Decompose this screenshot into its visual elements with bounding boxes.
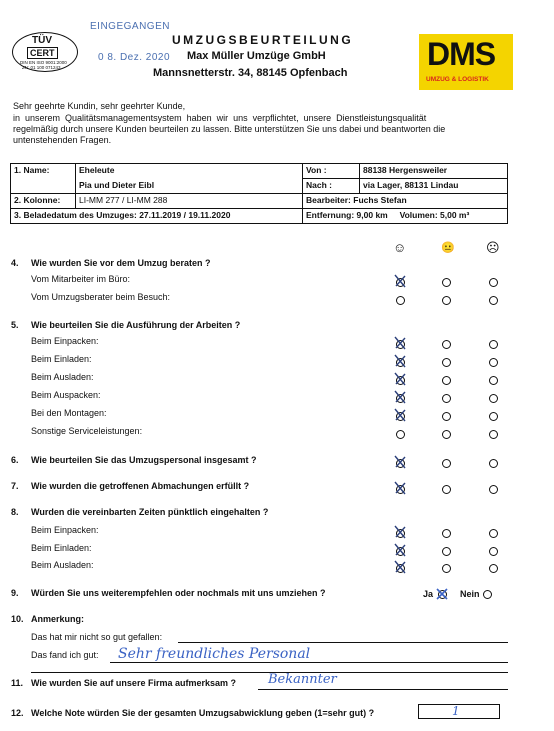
q5-einpacken-check-mark: [393, 336, 407, 350]
sad-face-icon: ☹: [486, 240, 500, 255]
q4-item-office: Vom Mitarbeiter im Büro:: [31, 274, 131, 284]
q5-item-montagen: Bei den Montagen:: [31, 408, 107, 418]
beladedatum-label: 3. Beladedatum des Umzuges:: [14, 210, 137, 220]
entfernung-label: Entfernung:: [306, 210, 355, 220]
q8-item-einladen: Beim Einladen:: [31, 543, 92, 553]
q8-ausladen-radio-neutral[interactable]: [442, 564, 451, 573]
q7-check-mark: [393, 481, 407, 495]
q10-like-line[interactable]: [110, 662, 508, 663]
volumen-value: 5,00 m³: [440, 210, 470, 220]
q5-service-radio-good[interactable]: [396, 430, 405, 439]
q5-number: 5.: [11, 320, 19, 330]
q5-item-ausladen: Beim Ausladen:: [31, 372, 94, 382]
q5-ausladen-radio-bad[interactable]: [489, 376, 498, 385]
name-value2: Pia und Dieter Eibl: [76, 179, 303, 194]
q8-ausladen-check-mark: [393, 560, 407, 574]
q4-number: 4.: [11, 258, 19, 268]
intro-greeting: Sehr geehrte Kundin, sehr geehrter Kunde,: [13, 101, 186, 111]
q8-einpacken-radio-bad[interactable]: [489, 529, 498, 538]
form-title: UMZUGSBEURTEILUNG: [172, 33, 354, 47]
nach-value: via Lager, 88131 Lindau: [360, 179, 508, 194]
q7-radio-bad[interactable]: [489, 485, 498, 494]
q5-montagen-radio-neutral[interactable]: [442, 412, 451, 421]
q8-text: Wurden die vereinbarten Zeiten pünktlich eingehalten ?: [31, 507, 269, 517]
q11-text: Wie wurden Sie auf unsere Firma aufmerksam ?: [31, 678, 236, 688]
beladedatum-value: 27.11.2019 / 19.11.2020: [139, 210, 231, 220]
q8-einladen-check-mark: [393, 543, 407, 557]
q4-office-radio-neutral[interactable]: [442, 278, 451, 287]
q9-text: Würden Sie uns weiterempfehlen oder nochmals mit uns umziehen ?: [31, 588, 326, 598]
q9-ja-label: Ja: [423, 589, 434, 599]
von-value: 88138 Hergensweiler: [360, 164, 508, 179]
kolonne-label: 2. Kolonne:: [11, 194, 76, 209]
q9-ja-check-mark: [435, 587, 449, 601]
q12-number: 12.: [11, 708, 24, 718]
q4-text: Wie wurden Sie vor dem Umzug beraten ?: [31, 258, 211, 268]
q4-office-check-mark: [393, 274, 407, 288]
q5-auspacken-check-mark: [393, 390, 407, 404]
q11-handwritten-answer: Bekannter: [268, 672, 337, 687]
nach-label: Nach :: [303, 179, 360, 194]
q8-einladen-radio-neutral[interactable]: [442, 547, 451, 556]
q5-ausladen-radio-neutral[interactable]: [442, 376, 451, 385]
received-date: 0 8. Dez. 2020: [98, 52, 171, 63]
q12-text: Welche Note würden Sie der gesamten Umzugsabwicklung geben (1=sehr gut) ?: [31, 708, 375, 718]
q5-einpacken-radio-bad[interactable]: [489, 340, 498, 349]
q4-item-visit: Vom Umzugsberater beim Besuch:: [31, 292, 171, 302]
q10-like-label: Das fand ich gut:: [31, 650, 99, 660]
q5-auspacken-radio-bad[interactable]: [489, 394, 498, 403]
q10-number: 10.: [11, 614, 24, 624]
q10-dislike-line[interactable]: [178, 642, 508, 643]
q6-radio-neutral[interactable]: [442, 459, 451, 468]
q5-text: Wie beurteilen Sie die Ausführung der Arbeiten ?: [31, 320, 241, 330]
q8-number: 8.: [11, 507, 19, 517]
q5-item-einladen: Beim Einladen:: [31, 354, 92, 364]
entfernung-value: 9,00 km: [356, 210, 388, 220]
q5-item-einpacken: Beim Einpacken:: [31, 336, 99, 346]
intro-line3: regelmäßig durch unsere Kunden beurteilen zu lassen. Bitte unterstützen Sie uns dabei und beantworten die: [13, 124, 446, 134]
q8-einladen-radio-bad[interactable]: [489, 547, 498, 556]
happy-face-icon: ☺: [393, 240, 407, 255]
q6-text: Wie beurteilen Sie das Umzugspersonal insgesamt ?: [31, 455, 257, 465]
q7-radio-neutral[interactable]: [442, 485, 451, 494]
kolonne-value: LI-MM 277 / LI-MM 288: [76, 194, 303, 209]
q10-text: Anmerkung:: [31, 614, 85, 624]
beladedatum-cell: [11, 209, 303, 224]
volumen-label: Volumen:: [399, 210, 438, 220]
q8-einpacken-check-mark: [393, 525, 407, 539]
q6-number: 6.: [11, 455, 19, 465]
company-address: Mannsnetterstr. 34, 88145 Opfenbach: [153, 67, 348, 79]
q6-check-mark: [393, 455, 407, 469]
q5-einladen-radio-bad[interactable]: [489, 358, 498, 367]
q5-auspacken-radio-neutral[interactable]: [442, 394, 451, 403]
intro-line4: untenstehenden Fragen.: [13, 135, 112, 145]
q5-ausladen-check-mark: [393, 372, 407, 386]
q7-number: 7.: [11, 481, 19, 491]
q8-item-ausladen: Beim Ausladen:: [31, 560, 94, 570]
q6-radio-bad[interactable]: [489, 459, 498, 468]
q4-visit-radio-bad[interactable]: [489, 296, 498, 305]
q8-ausladen-radio-bad[interactable]: [489, 564, 498, 573]
q12-handwritten-grade: 1: [452, 704, 460, 718]
intro-line2: in unserem Qualitätsmanagementsystem haben wir uns verpflichtet, unsere Dienstleistungsqualität: [13, 113, 427, 123]
q8-einpacken-radio-neutral[interactable]: [442, 529, 451, 538]
q7-text: Wie wurden die getroffenen Abmachungen erfüllt ?: [31, 481, 250, 491]
q11-answer-line[interactable]: [258, 689, 508, 690]
bearbeiter-label: Bearbeiter:: [306, 195, 351, 205]
neutral-face-icon: 😐: [441, 242, 455, 254]
q5-einladen-check-mark: [393, 354, 407, 368]
entfernung-cell: [303, 209, 508, 224]
q8-item-einpacken: Beim Einpacken:: [31, 525, 99, 535]
q5-service-radio-neutral[interactable]: [442, 430, 451, 439]
q4-office-radio-bad[interactable]: [489, 278, 498, 287]
q9-nein-label: Nein: [460, 589, 480, 599]
q5-einladen-radio-neutral[interactable]: [442, 358, 451, 367]
q5-item-service: Sonstige Serviceleistungen:: [31, 426, 143, 436]
q4-visit-radio-good[interactable]: [396, 296, 405, 305]
q5-item-auspacken: Beim Auspacken:: [31, 390, 101, 400]
q9-nein-radio[interactable]: [483, 590, 492, 599]
name-value1: Eheleute: [76, 164, 303, 179]
bearbeiter-cell: [303, 194, 508, 209]
name-label: 1. Name:: [11, 164, 76, 179]
q4-visit-radio-neutral[interactable]: [442, 296, 451, 305]
dms-logo: DMS UMZUG & LOGISTIK: [419, 34, 513, 90]
von-label: Von :: [303, 164, 360, 179]
q10-dislike-label: Das hat mir nicht so gut gefallen:: [31, 632, 163, 642]
q5-einpacken-radio-neutral[interactable]: [442, 340, 451, 349]
q9-number: 9.: [11, 588, 19, 598]
q5-montagen-radio-bad[interactable]: [489, 412, 498, 421]
tuv-cert-logo: TÜV CERT DIN EN ISO 9001:2000 ZN: 01 100 071243: [12, 30, 80, 74]
q5-montagen-check-mark: [393, 408, 407, 422]
q11-number: 11.: [11, 678, 24, 688]
q5-service-radio-bad[interactable]: [489, 430, 498, 439]
received-stamp: EINGEGANGEN: [90, 21, 170, 32]
move-info-table: [10, 163, 508, 224]
q10-handwritten-answer: Sehr freundliches Personal: [118, 646, 311, 662]
company-name: Max Müller Umzüge GmbH: [187, 50, 326, 62]
bearbeiter-value: Fuchs Stefan: [353, 195, 407, 205]
